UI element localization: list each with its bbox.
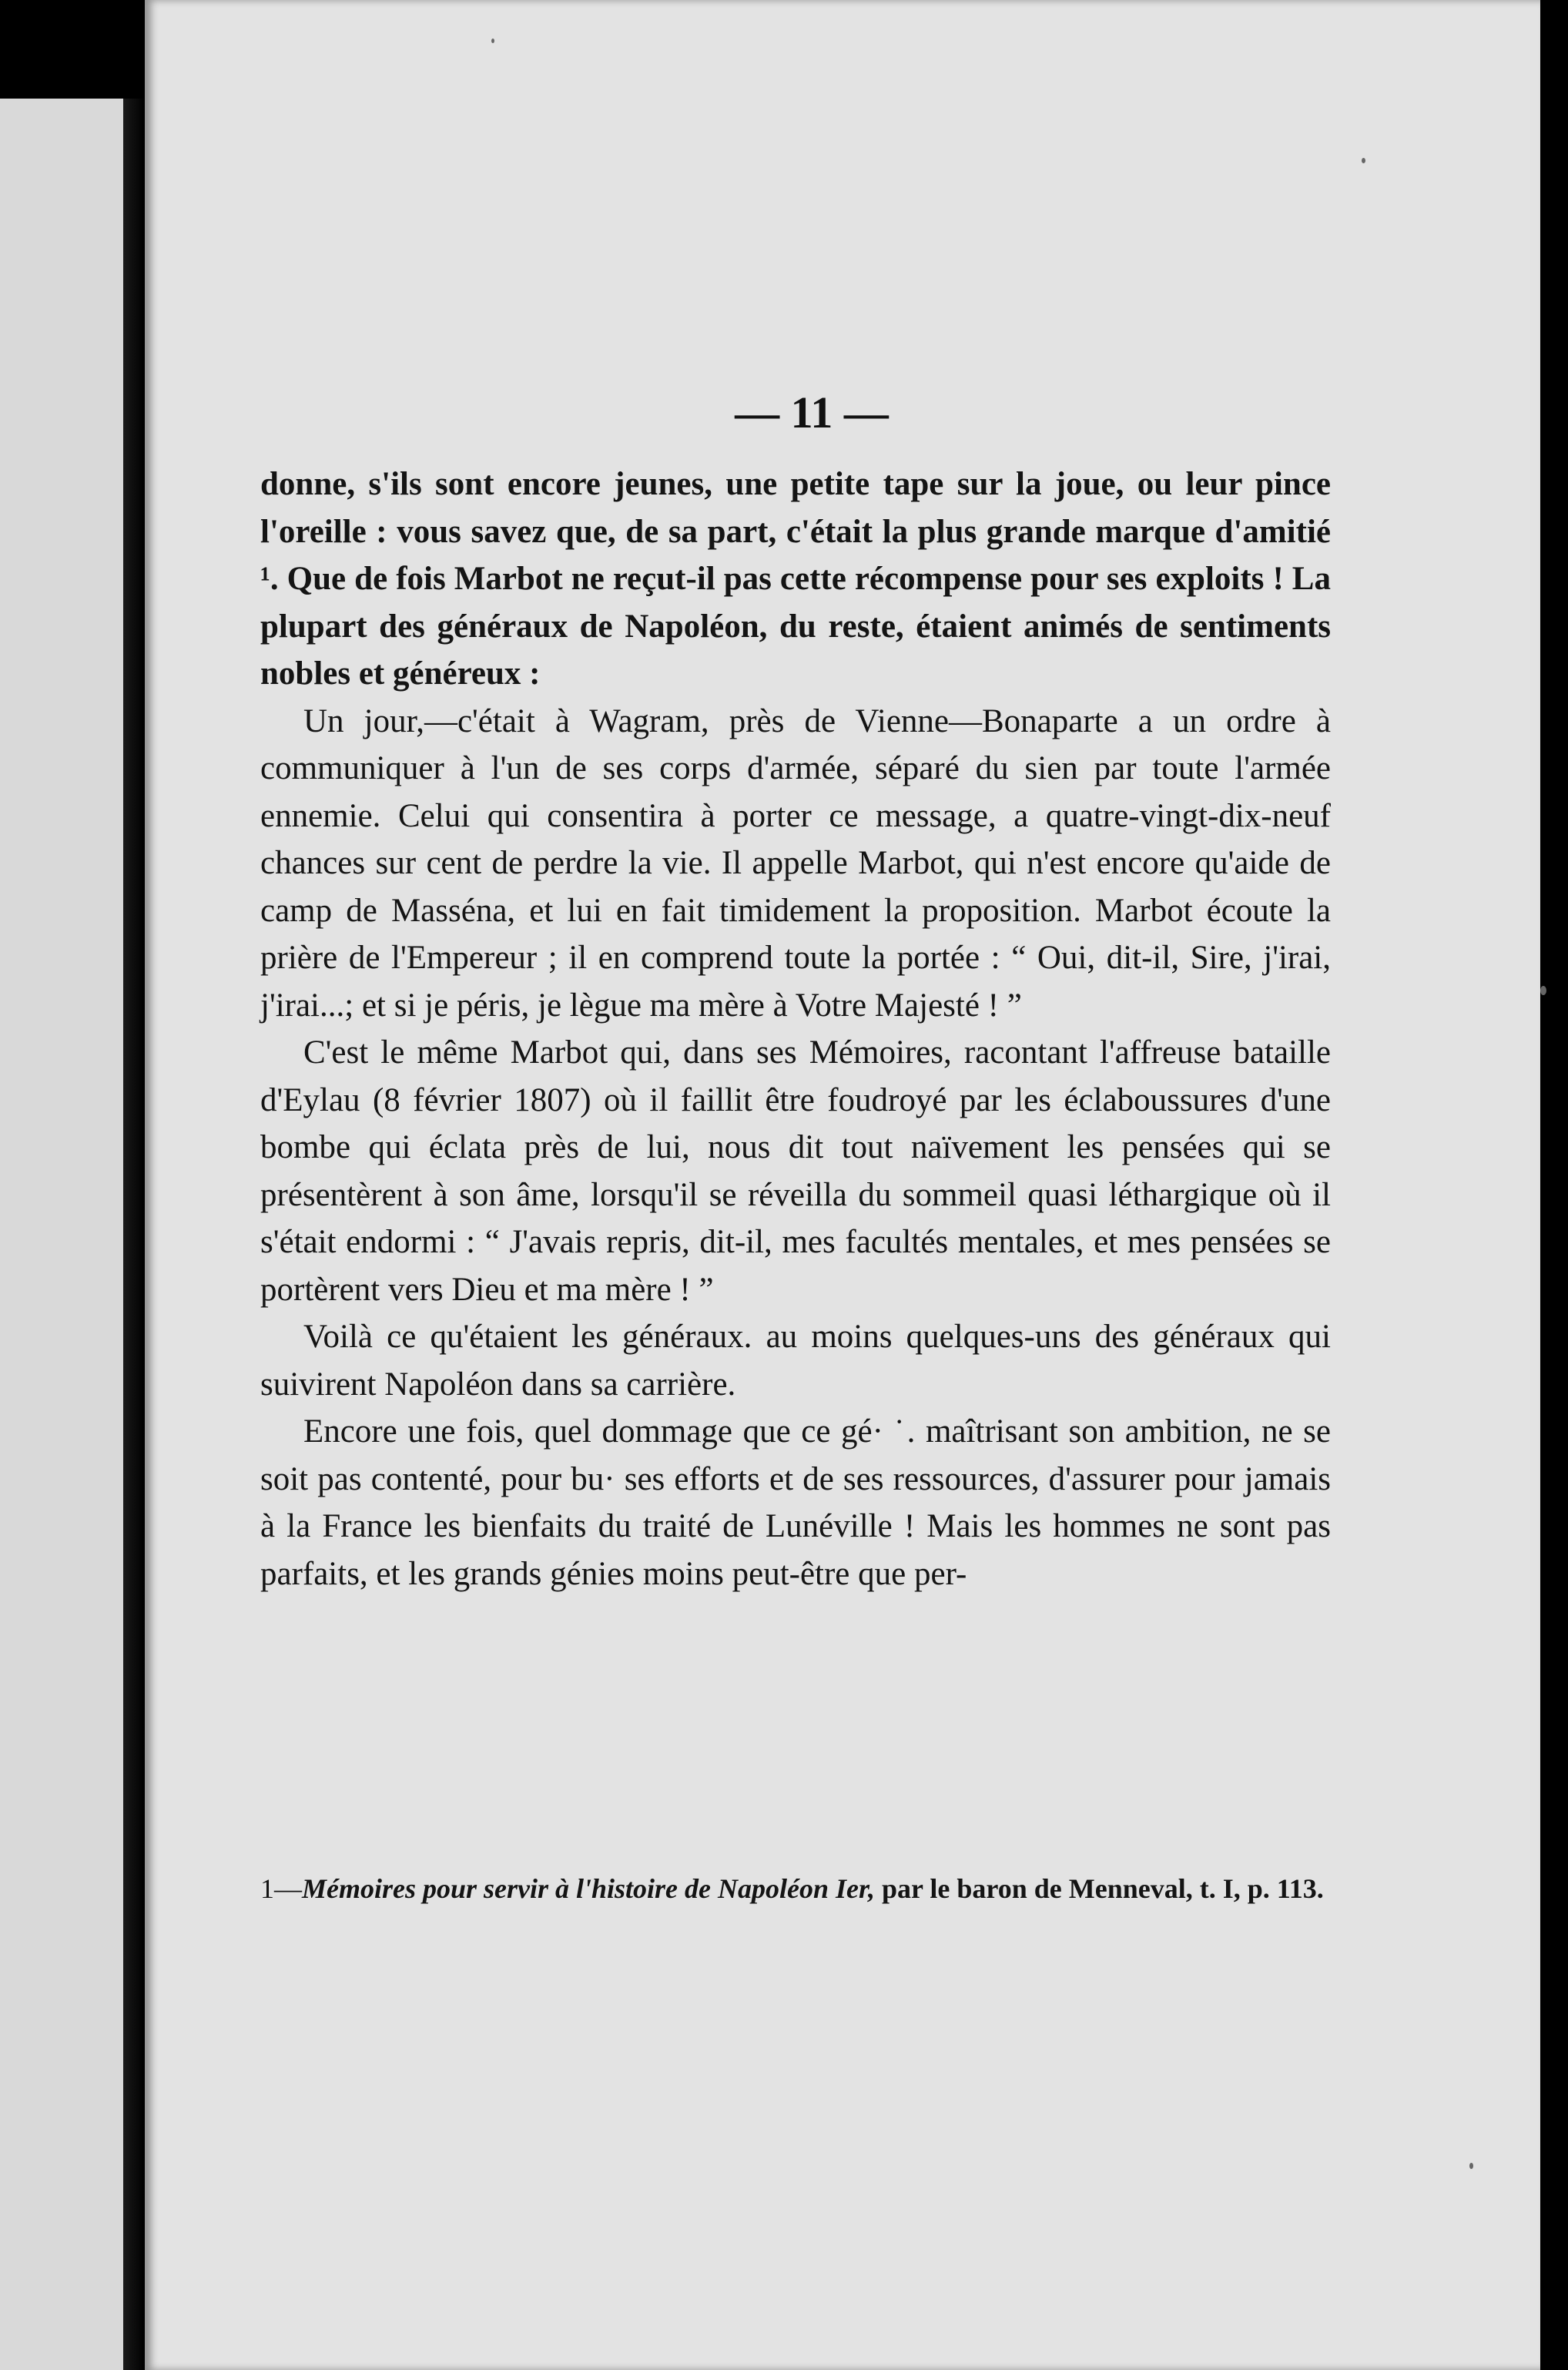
paragraph-2: Un jour,—c'était à Wagram, près de Vienne—Bonaparte a un ordre à communiquer à l'un de ses corps d'armée, séparé du sien par toute l'armée ennemie. Celui qui consentira à porter ce message, a quatre-vingt-dix-neuf chances sur cent de perdre la vie. Il appelle Marbot, qui n'est encore qu'aide de camp de Masséna, et lui en fait timidement la proposition. Marbot écoute la prière de l'Empereur ; il en comprend toute la portée : “ Oui, dit-il, Sire, j'irai, j'irai...; et si je péris, je lègue ma mère à Votre Majesté ! ” [260,702,1331,1024]
body-text [260,461,1331,1597]
gutter-shadow [123,99,145,2370]
scan-border [1540,0,1568,2370]
footnote-title: Mémoires pour servir à l'histoire de Napoléon Ier, [302,1873,876,1904]
paragraph-1: donne, s'ils sont encore jeunes, une petite tape sur la joue, ou leur pince l'oreille : vous savez que, de sa part, c'était la plus grande marque d'amitié ¹. Que de fois Marbot ne reçut-il pas cette récompense pour ses exploits ! La plupart des généraux de Napoléon, du reste, étaient animés de sentiments nobles et généreux : [260,466,1331,692]
page-number: — 11 — [735,387,889,437]
facing-page-edge [0,99,123,2370]
paragraph-5: Encore une fois, quel dommage que ce gé· ˙. maîtrisant son ambition, ne se soit pas contenté, pour bu· ses efforts et de ses ressources, d'assurer pour jamais à la France les bienfaits du traité de Lunéville ! Mais les hommes ne sont pas parfaits, et les grands génies moins peut-être que per- [260,1413,1331,1592]
book-page [145,0,1540,2370]
scan-speck [1362,158,1365,163]
footnote [260,1869,1331,1909]
scan-speck [491,39,494,43]
scan-speck [1540,986,1546,995]
scan-speck [1469,2163,1473,2169]
footnote-marker: 1— [260,1873,302,1904]
footnote-citation: par le baron de Menneval, t. I, p. 113. [875,1873,1324,1904]
paragraph-3: C'est le même Marbot qui, dans ses Mémoires, racontant l'affreuse bataille d'Eylau (8 février 1807) où il faillit être foudroyé par les éclaboussures d'une bombe qui éclata près de lui, nous dit tout naïvement les pensées qui se présentèrent à son âme, lorsqu'il se réveilla du sommeil quasi léthargique où il s'était endormi : “ J'avais repris, dit-il, mes facultés mentales, et mes pensées se portèrent vers Dieu et ma mère ! ” [260,1034,1331,1308]
paragraph-4: Voilà ce qu'étaient les généraux. au moins quelques-uns des généraux qui suivirent Napoléon dans sa carrière. [260,1319,1331,1403]
